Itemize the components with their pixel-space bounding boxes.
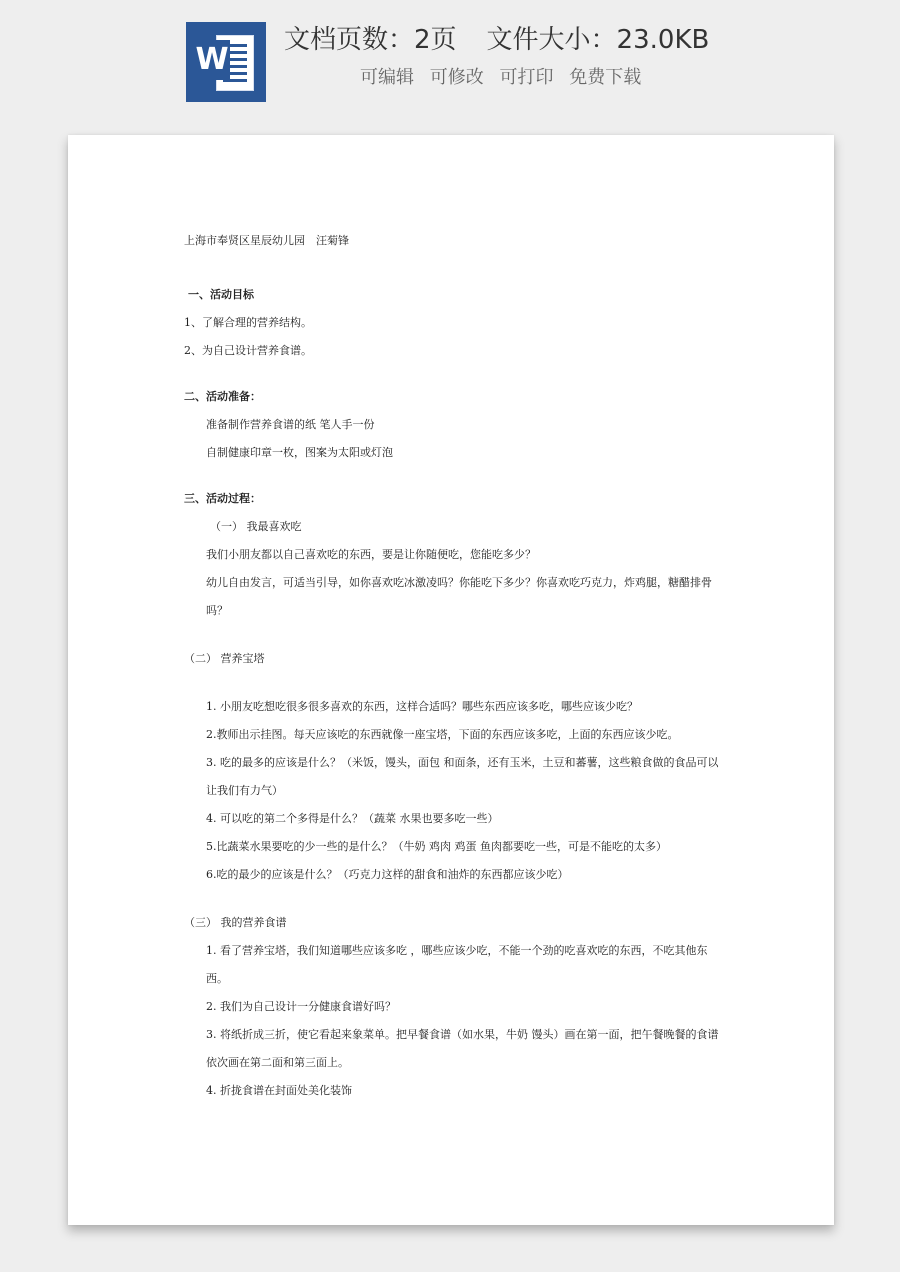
subsection-title-pyramid: （二） 营养宝塔 (184, 652, 265, 665)
pyramid-item: 1. 小朋友吃想吃很多很多喜欢的东西，这样合适吗？哪些东西应该多吃，哪些应该少吃？ (206, 700, 638, 713)
section-title-process: 三、活动过程： (184, 492, 261, 505)
word-icon-letter: W (194, 40, 230, 80)
paragraph: 幼儿自由发言，可适当引导，如你喜欢吃冰激凌吗？你能吃下多少？你喜欢吃巧克力，炸鸡腿，糖醋排骨吗？ (206, 576, 712, 617)
subsection-title-favorite: （一） 我最喜欢吃 (210, 520, 302, 533)
file-size: 文件大小：23.0KB (486, 25, 710, 55)
recipe-item: 3. 将纸折成三折，使它看起来象菜单。把早餐食谱（如水果，牛奶 馒头）画在第一面，把午餐晚餐的食谱依次画在第二面和第三面上。 (206, 1028, 719, 1069)
recipe-item: 2. 我们为自己设计一分健康食谱好吗？ (206, 1000, 396, 1013)
document-body (184, 227, 720, 1105)
document-info-banner (0, 0, 900, 120)
pyramid-item: 6.吃的最少的应该是什么？（巧克力这样的甜食和油炸的东西都应该少吃） (206, 868, 569, 881)
file-stats (284, 22, 744, 58)
goal-item: 1、了解合理的营养结构。 (184, 316, 312, 329)
subsection-title-recipe: （三） 我的营养食谱 (184, 916, 287, 929)
section-title-preparation: 二、活动准备： (184, 390, 261, 403)
recipe-item: 4. 折拢食谱在封面处美化装饰 (206, 1084, 352, 1097)
pyramid-item: 2.教师出示挂图。每天应该吃的东西就像一座宝塔，下面的东西应该多吃，上面的东西应该少吃。 (206, 728, 679, 741)
document-page (68, 135, 834, 1225)
feature-free-download: 免费下载 (569, 67, 642, 88)
feature-printable: 可打印 (499, 67, 554, 88)
pyramid-item: 4. 可以吃的第二个多得是什么？（蔬菜 水果也要多吃一些） (206, 812, 499, 825)
feature-editable: 可编辑 (360, 67, 414, 88)
paragraph: 我们小朋友都以自己喜欢吃的东西，要是让你随便吃，您能吃多少？ (206, 548, 536, 561)
preparation-item: 准备制作营养食谱的纸 笔人手一份 (206, 418, 375, 431)
author-line: 上海市奉贤区星辰幼儿园 汪菊锋 (184, 234, 349, 247)
preparation-item: 自制健康印章一枚，图案为太阳或灯泡 (206, 446, 393, 459)
feature-modifiable: 可修改 (429, 67, 484, 88)
recipe-item: 1. 看了营养宝塔，我们知道哪些应该多吃 ，哪些应该少吃，不能一个劲的吃喜欢吃的东西，不吃其他东西。 (206, 944, 708, 985)
word-document-icon (186, 22, 266, 102)
feature-list (360, 66, 651, 90)
goal-item: 2、为自己设计营养食谱。 (184, 344, 312, 357)
page-count: 文档页数：2页 (284, 25, 457, 55)
pyramid-item: 5.比蔬菜水果要吃的少一些的是什么？（牛奶 鸡肉 鸡蛋 鱼肉都要吃一些，可是不能吃的太多） (206, 840, 667, 853)
section-title-goals: 一、活动目标 (188, 288, 254, 301)
pyramid-item: 3. 吃的最多的应该是什么？（米饭，馒头，面包 和面条，还有玉米，土豆和蕃薯，这些粮食做的食品可以让我们有力气） (206, 756, 719, 797)
